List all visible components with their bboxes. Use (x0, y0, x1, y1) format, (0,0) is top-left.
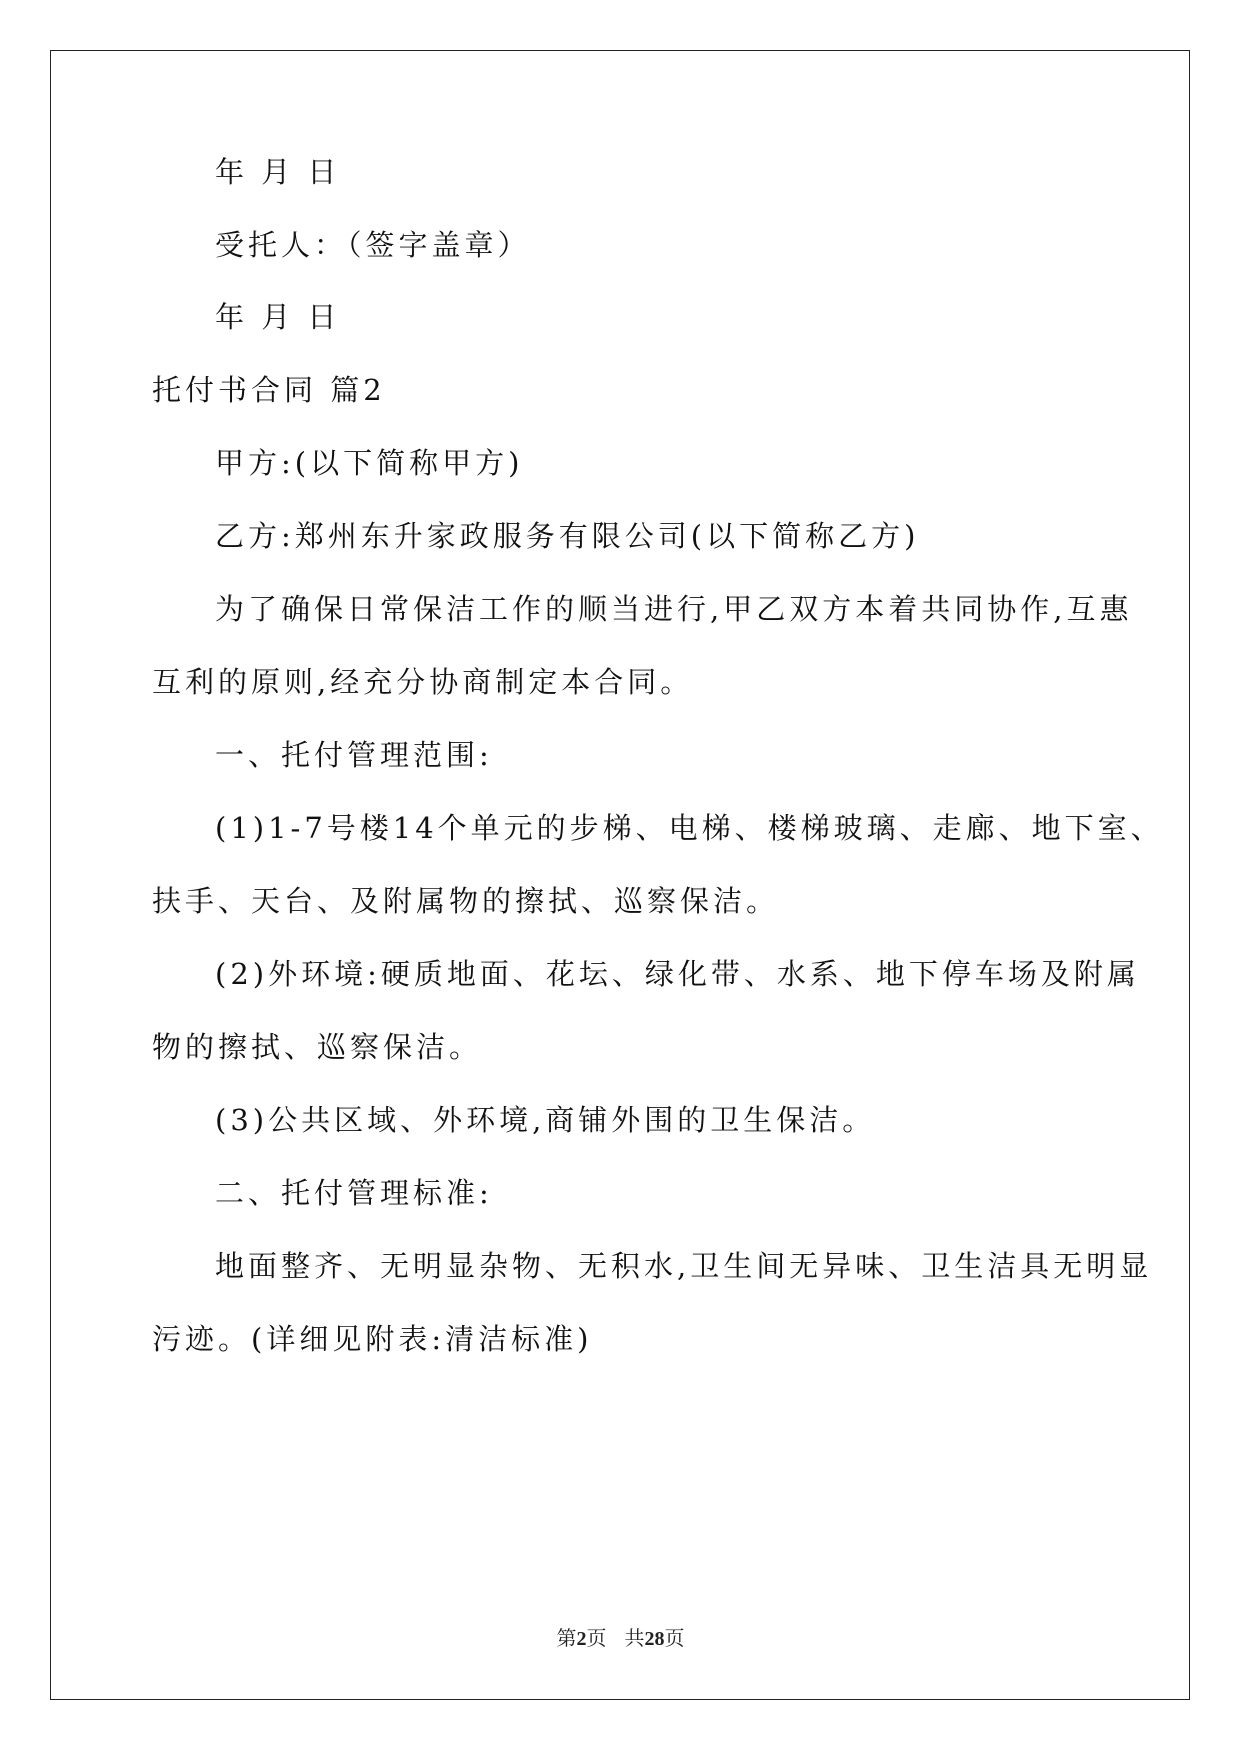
footer-total-prefix: 共 (624, 1628, 645, 1650)
scope-item-2-line-1: (2)外环境:硬质地面、花坛、绿化带、水系、地下停车场及附属 (215, 957, 1140, 991)
standard-heading: 二、托付管理标准: (215, 1176, 493, 1210)
footer-page-label: 页 (586, 1628, 607, 1650)
intro-paragraph-line-2: 互利的原则,经充分协商制定本合同。 (152, 665, 694, 699)
standard-paragraph-line-1: 地面整齐、无明显杂物、无积水,卫生间无异味、卫生洁具无明显 (215, 1249, 1153, 1283)
party-a-line: 甲方:(以下简称甲方) (215, 446, 524, 480)
footer-page-total: 28 (644, 1628, 665, 1650)
footer-total-label: 页 (664, 1628, 685, 1650)
scope-item-1-line-1: (1)1-7号楼14个单元的步梯、电梯、楼梯玻璃、走廊、地下室、 (215, 811, 1164, 845)
trustee-signature-line: 受托人：（签字盖章） (215, 228, 531, 262)
standard-paragraph-line-2: 污迹。(详细见附表:清洁标准) (152, 1322, 593, 1356)
party-b-line: 乙方:郑州东升家政服务有限公司(以下简称乙方) (215, 519, 920, 553)
scope-item-1-line-2: 扶手、天台、及附属物的擦拭、巡察保洁。 (152, 884, 780, 918)
scope-item-2-line-2: 物的擦拭、巡察保洁。 (152, 1030, 483, 1064)
scope-item-3: (3)公共区域、外环境,商铺外围的卫生保洁。 (215, 1103, 876, 1137)
section-heading: 托付书合同 篇2 (152, 373, 386, 407)
date-line-1: 年 月 日 (215, 155, 341, 189)
date-line-2: 年 月 日 (215, 300, 341, 334)
scope-heading: 一、托付管理范围: (215, 738, 493, 772)
page-footer (0, 1625, 1241, 1653)
footer-page-current: 2 (576, 1628, 587, 1650)
intro-paragraph-line-1: 为了确保日常保洁工作的顺当进行,甲乙双方本着共同协作,互惠 (215, 592, 1133, 626)
footer-prefix: 第 (556, 1628, 577, 1650)
